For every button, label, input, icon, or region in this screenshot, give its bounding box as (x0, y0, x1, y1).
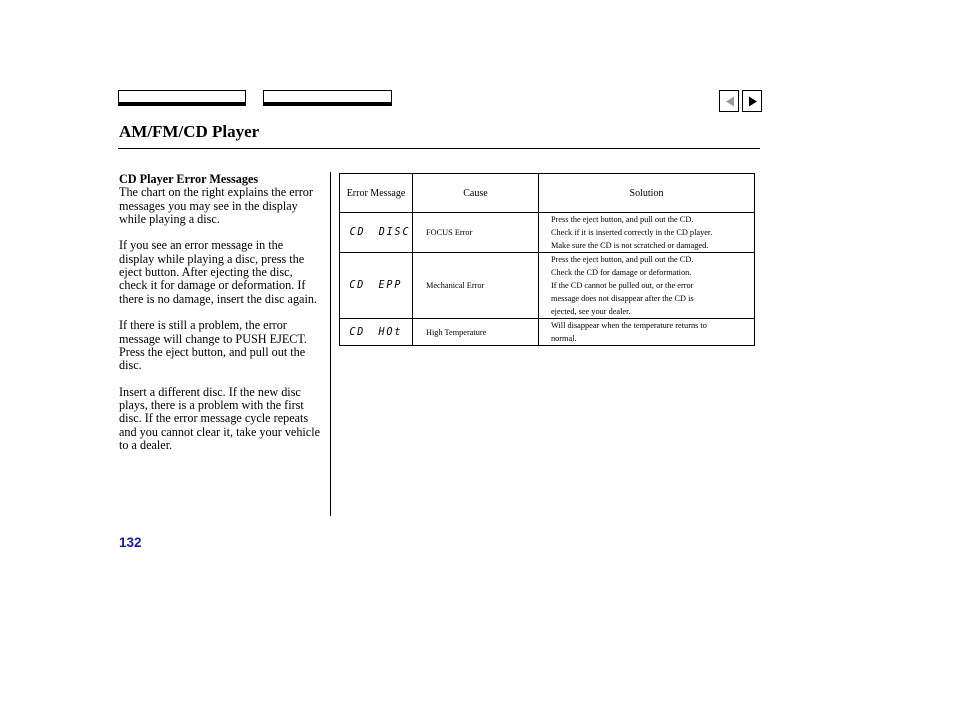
header-error-message: Error Message (340, 174, 413, 213)
solution-line: ejected, see your dealer. (551, 307, 631, 316)
display-text: DISC (378, 226, 411, 238)
intro-paragraph: Insert a different disc. If the new disc plays, there is a problem with the first disc. If the error message cycle repeats and you cannot clear it, take your vehicle to a dealer. (119, 384, 321, 452)
cause-cell: FOCUS Error (413, 213, 539, 253)
next-page-button[interactable] (742, 90, 762, 112)
table-row (340, 319, 755, 346)
page-number: 132 (119, 535, 142, 550)
solution-line: Make sure the CD is not scratched or damaged. (551, 241, 709, 250)
solution-cell (539, 319, 755, 346)
table-row (340, 253, 755, 319)
solution-line: Will disappear when the temperature returns to (551, 321, 707, 330)
solution-cell (539, 253, 755, 319)
intro-paragraph: If you see an error message in the display while playing a disc, press the eject button. After ejecting the disc, check it for damage or deformation. If there is no damage, insert the disc again. (119, 238, 317, 306)
cause-cell: High Temperature (413, 319, 539, 346)
solution-line: Check if it is inserted correctly in the CD player. (551, 228, 713, 237)
display-text: CD (349, 279, 366, 291)
solution-cell (539, 213, 755, 253)
intro-paragraph: The chart on the right explains the error messages you may see in the display while playing a disc. (119, 185, 313, 226)
solution-line: Check the CD for damage or deformation. (551, 268, 692, 277)
section-title: AM/FM/CD Player (119, 122, 260, 141)
main-menu-button[interactable] (118, 90, 246, 106)
error-message-display (340, 213, 413, 253)
title-divider (118, 148, 760, 149)
error-message-display (340, 253, 413, 319)
error-message-display (340, 319, 413, 346)
error-message-table (339, 173, 755, 346)
solution-line: If the CD cannot be pulled out, or the error (551, 281, 694, 290)
display-text: HOt (378, 325, 403, 338)
previous-page-button[interactable] (719, 90, 739, 112)
intro-text (119, 173, 321, 466)
display-text: CD (349, 226, 366, 238)
table-row (340, 213, 755, 253)
intro-heading: CD Player Error Messages (119, 172, 259, 186)
solution-line: Press the eject button, and pull out the CD. (551, 215, 694, 224)
index-button[interactable] (263, 90, 392, 106)
solution-line: normal. (551, 334, 577, 343)
display-text: CD (349, 325, 366, 338)
intro-paragraph: If there is still a problem, the error message will change to PUSH EJECT. Press the eject button, and pull out the disc. (119, 318, 307, 373)
triangle-left-icon (725, 96, 735, 107)
column-divider (330, 172, 331, 516)
display-text: EPP (378, 279, 403, 291)
table-header-row (340, 174, 755, 213)
solution-line: Press the eject button, and pull out the CD. (551, 255, 694, 264)
triangle-right-icon (748, 96, 758, 107)
cause-cell: Mechanical Error (413, 253, 539, 319)
solution-line: message does not disappear after the CD is (551, 294, 694, 303)
header-cause: Cause (413, 174, 539, 213)
header-solution: Solution (539, 174, 755, 213)
